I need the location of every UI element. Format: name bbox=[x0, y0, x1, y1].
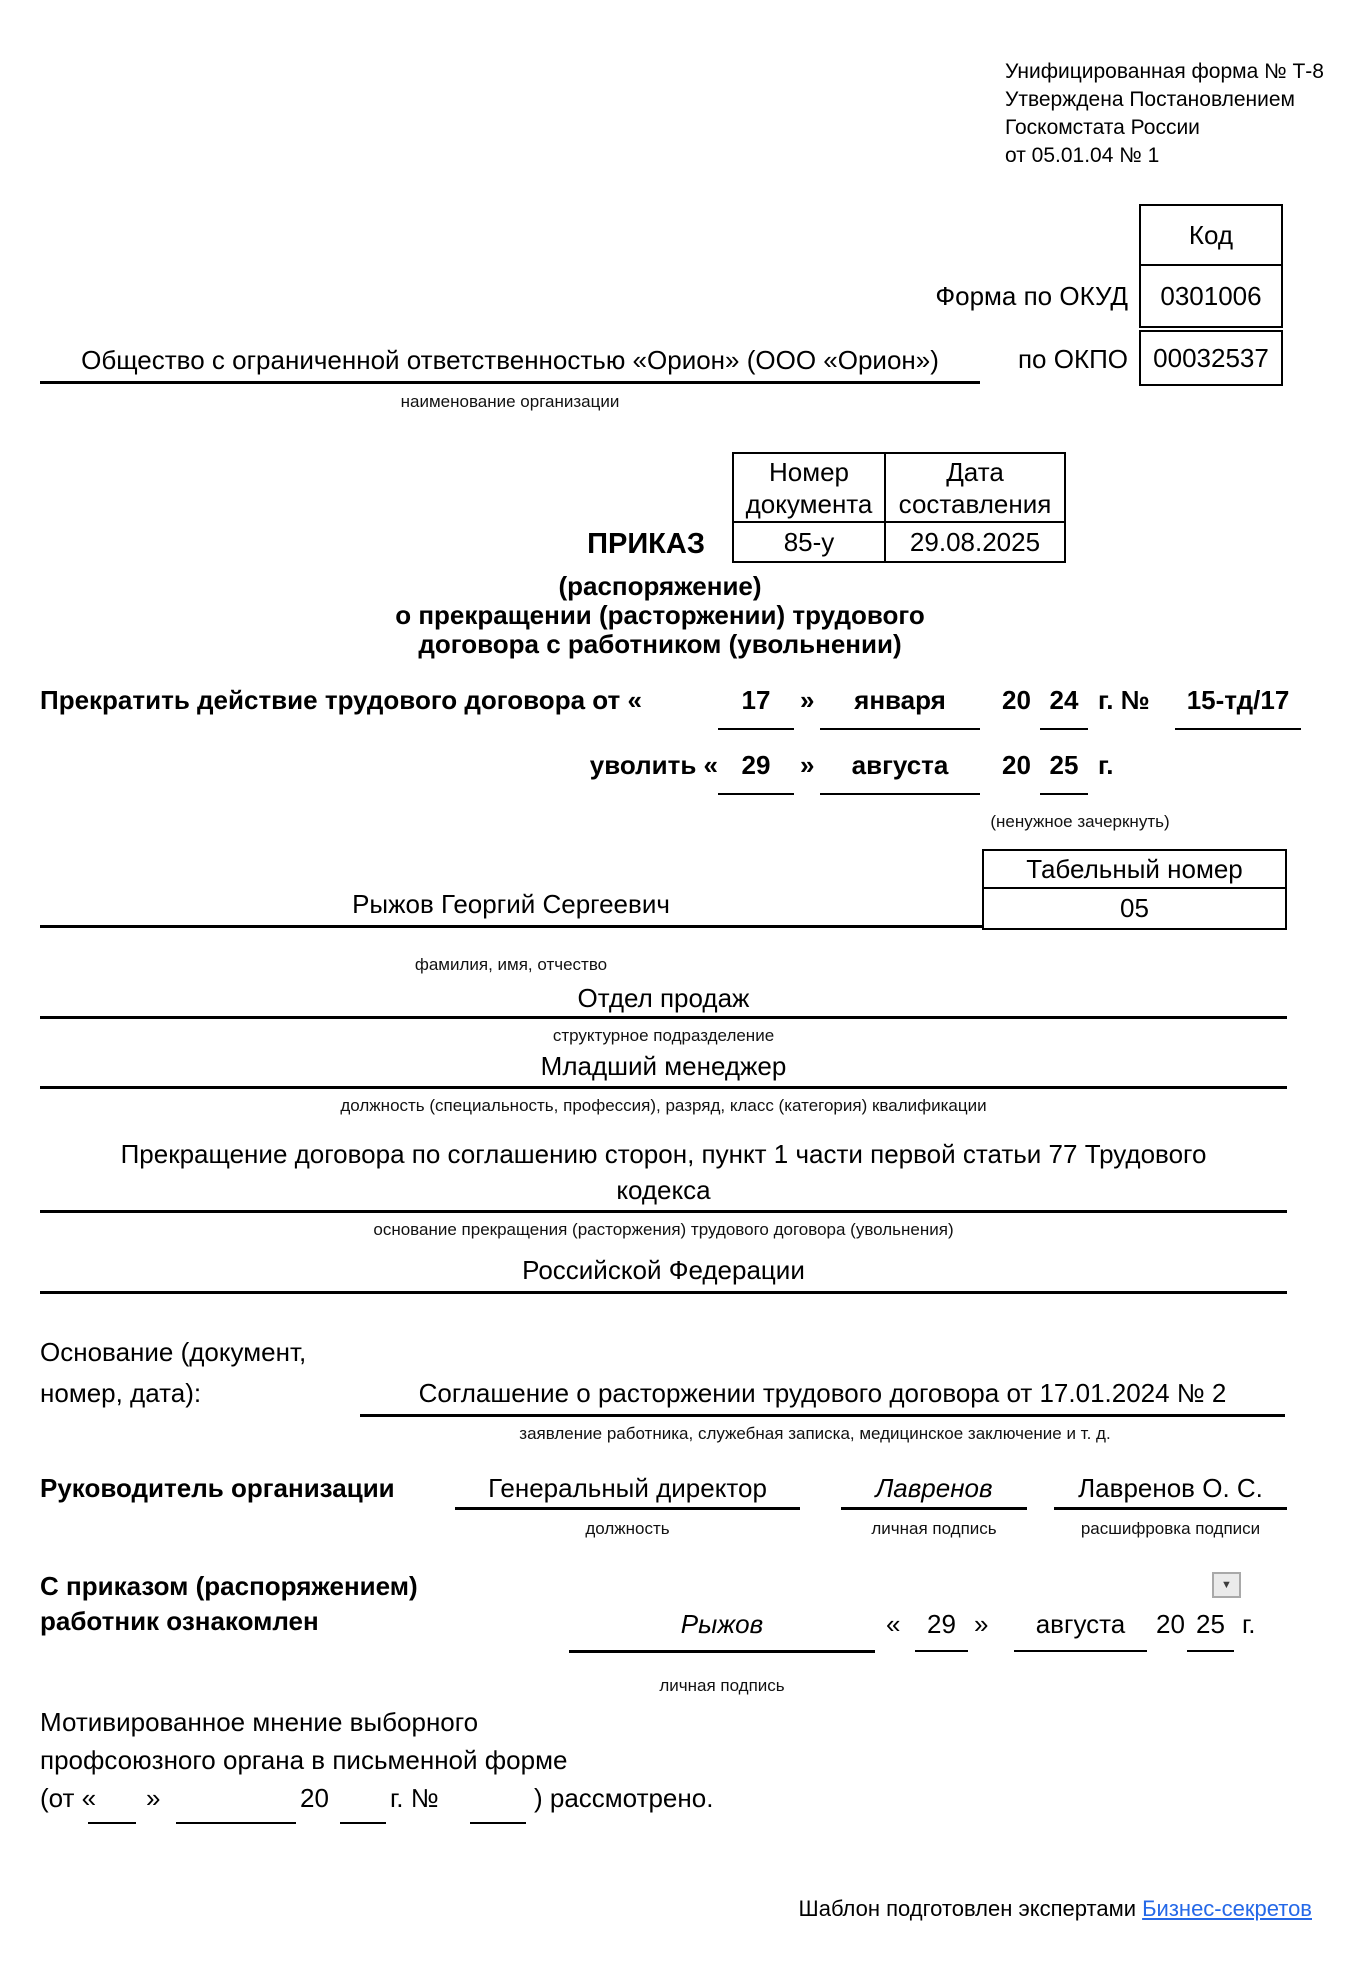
union-opinion-line3-suffix: ) рассмотрено. bbox=[534, 1783, 714, 1813]
terminate-day-underline bbox=[718, 728, 794, 730]
okud-label: Форма по ОКУД bbox=[935, 281, 1128, 311]
dismiss-month: августа bbox=[851, 750, 949, 780]
union-opinion-line3-prefix: (от « bbox=[40, 1783, 97, 1813]
basis-value: Соглашение о расторжении трудового договора от 17.01.2024 № 2 bbox=[418, 1378, 1227, 1408]
ack-month-underline bbox=[1014, 1650, 1147, 1652]
dismiss-prefix: уволить « bbox=[589, 750, 718, 780]
director-position: Генеральный директор bbox=[488, 1473, 767, 1503]
union-day-blank-underline bbox=[88, 1822, 136, 1824]
tab-number-table bbox=[982, 849, 1287, 930]
terminate-month: января bbox=[854, 685, 946, 715]
ack-label-line-2: работник ознакомлен bbox=[40, 1606, 319, 1636]
reason-underline-2 bbox=[40, 1291, 1287, 1294]
approval-line-3: Госкомстата России bbox=[1005, 116, 1200, 139]
ack-open-quote: « bbox=[886, 1609, 901, 1639]
position-caption: должность (специальность, профессия), разряд, класс (категория) квалификации bbox=[340, 1096, 987, 1115]
okud-value-cell: 0301006 bbox=[1139, 264, 1283, 328]
department-underline bbox=[40, 1016, 1287, 1019]
code-header-cell: Код bbox=[1139, 204, 1283, 266]
footer-link[interactable]: Бизнес-секретов bbox=[1142, 1896, 1312, 1921]
basis-label-line-2: номер, дата): bbox=[40, 1378, 202, 1408]
union-opinion-line3-close-quote: » bbox=[146, 1783, 161, 1813]
director-position-underline bbox=[455, 1507, 800, 1510]
ack-year: 25 bbox=[1196, 1609, 1225, 1639]
strike-note: (ненужное зачеркнуть) bbox=[990, 812, 1170, 831]
terminate-year: 24 bbox=[1049, 685, 1079, 715]
employee-name: Рыжов Георгий Сергеевич bbox=[352, 889, 670, 919]
ack-century: 20 bbox=[1156, 1609, 1185, 1639]
basis-label-line-1: Основание (документ, bbox=[40, 1337, 307, 1367]
dismiss-year: 25 bbox=[1049, 750, 1079, 780]
position: Младший менеджер bbox=[540, 1051, 787, 1081]
dismiss-day-underline bbox=[718, 793, 794, 795]
employee-name-underline bbox=[40, 925, 982, 928]
doc-number-header: Номер документа bbox=[733, 453, 885, 522]
basis-caption: заявление работника, служебная записка, медицинское заключение и т. д. bbox=[519, 1424, 1111, 1443]
form-approval-note bbox=[1005, 58, 1324, 170]
terminate-month-underline bbox=[820, 728, 980, 730]
terminate-g-no: г. № bbox=[1098, 685, 1150, 715]
dropdown-arrow-icon: ▼ bbox=[1221, 1578, 1232, 1591]
terminate-year-underline bbox=[1040, 728, 1088, 730]
ack-signature-caption: личная подпись bbox=[659, 1676, 785, 1695]
employee-name-caption: фамилия, имя, отчество bbox=[414, 955, 608, 974]
director-position-caption: должность bbox=[585, 1519, 670, 1538]
director-signature-caption: личная подпись bbox=[871, 1519, 997, 1538]
director-signature-underline bbox=[841, 1507, 1027, 1510]
okpo-label: по ОКПО bbox=[1017, 344, 1128, 374]
reason-underline bbox=[40, 1210, 1287, 1213]
ack-label-line-1: С приказом (распоряжением) bbox=[40, 1571, 418, 1601]
union-month-blank-underline bbox=[176, 1822, 296, 1824]
terminate-contract-no: 15-тд/17 bbox=[1186, 685, 1290, 715]
dismiss-century: 20 bbox=[1002, 750, 1031, 780]
ack-signature: Рыжов bbox=[680, 1609, 764, 1639]
director-signature-name: Лавренов О. С. bbox=[1078, 1473, 1263, 1503]
doc-number-date-table bbox=[732, 452, 1066, 563]
director-label: Руководитель организации bbox=[40, 1473, 395, 1503]
doc-date-header: Дата составления bbox=[885, 453, 1065, 522]
footer-text: Шаблон подготовлен экспертами bbox=[798, 1896, 1143, 1921]
union-opinion-line3-g-no: г. № bbox=[390, 1783, 439, 1813]
order-title: ПРИКАЗ bbox=[587, 528, 705, 560]
doc-number-value: 85-у bbox=[733, 522, 885, 562]
order-subtitle-1: (распоряжение) bbox=[558, 571, 762, 601]
approval-line-2: Утверждена Постановлением bbox=[1005, 88, 1295, 111]
approval-line-1: Унифицированная форма № Т-8 bbox=[1005, 60, 1324, 83]
director-signature-name-caption: расшифровка подписи bbox=[1080, 1519, 1261, 1538]
terminate-day: 17 bbox=[741, 685, 771, 715]
reason-line-1: Прекращение договора по соглашению сторон, пункт 1 части первой статьи 77 Трудового bbox=[120, 1139, 1207, 1169]
organization-underline bbox=[40, 381, 980, 384]
union-opinion-line-1: Мотивированное мнение выборного bbox=[40, 1707, 479, 1737]
ack-g: г. bbox=[1242, 1609, 1256, 1639]
order-subtitle-2: о прекращении (расторжении) трудового bbox=[395, 600, 925, 630]
order-subtitle-3: договора с работником (увольнении) bbox=[418, 629, 902, 659]
okpo-value-cell: 00032537 bbox=[1139, 330, 1283, 386]
dismiss-g: г. bbox=[1098, 750, 1114, 780]
reason-line-2: кодекса bbox=[616, 1175, 711, 1205]
ack-day: 29 bbox=[927, 1609, 956, 1639]
dismiss-day: 29 bbox=[741, 750, 771, 780]
dismiss-close-quote: » bbox=[800, 750, 815, 780]
ack-signature-underline bbox=[569, 1650, 875, 1653]
dropdown-button[interactable] bbox=[1212, 1572, 1241, 1598]
ack-year-underline bbox=[1187, 1650, 1234, 1652]
department: Отдел продаж bbox=[577, 983, 750, 1013]
ack-close-quote: » bbox=[974, 1609, 989, 1639]
terminate-century: 20 bbox=[1002, 685, 1031, 715]
terminate-close-quote: » bbox=[800, 685, 815, 715]
terminate-prefix: Прекратить действие трудового договора от « bbox=[40, 685, 642, 715]
director-signature-name-underline bbox=[1054, 1507, 1287, 1510]
director-signature: Лавренов bbox=[875, 1473, 993, 1503]
ack-month: августа bbox=[1035, 1609, 1126, 1639]
reason-caption: основание прекращения (расторжения) трудового договора (увольнения) bbox=[373, 1220, 954, 1239]
position-underline bbox=[40, 1086, 1287, 1089]
footer bbox=[612, 1896, 1312, 1921]
terminate-contract-underline bbox=[1175, 728, 1301, 730]
union-opinion-line-2: профсоюзного органа в письменной форме bbox=[40, 1745, 568, 1775]
doc-date-value: 29.08.2025 bbox=[885, 522, 1065, 562]
organization-name: Общество с ограниченной ответственностью «Орион» (ООО «Орион») bbox=[81, 345, 939, 375]
dismiss-year-underline bbox=[1040, 793, 1088, 795]
dismiss-month-underline bbox=[820, 793, 980, 795]
union-year-blank-underline bbox=[340, 1822, 386, 1824]
tab-number-value: 05 bbox=[983, 888, 1286, 929]
union-opinion-line3-century: 20 bbox=[300, 1783, 329, 1813]
basis-underline bbox=[360, 1414, 1285, 1417]
department-caption: структурное подразделение bbox=[552, 1026, 775, 1045]
approval-line-4: от 05.01.04 № 1 bbox=[1005, 144, 1160, 167]
organization-caption: наименование организации bbox=[400, 392, 620, 411]
reason-line-3: Российской Федерации bbox=[522, 1255, 805, 1285]
union-number-blank-underline bbox=[470, 1822, 526, 1824]
tab-number-label: Табельный номер bbox=[983, 850, 1286, 888]
ack-day-underline bbox=[915, 1650, 968, 1652]
